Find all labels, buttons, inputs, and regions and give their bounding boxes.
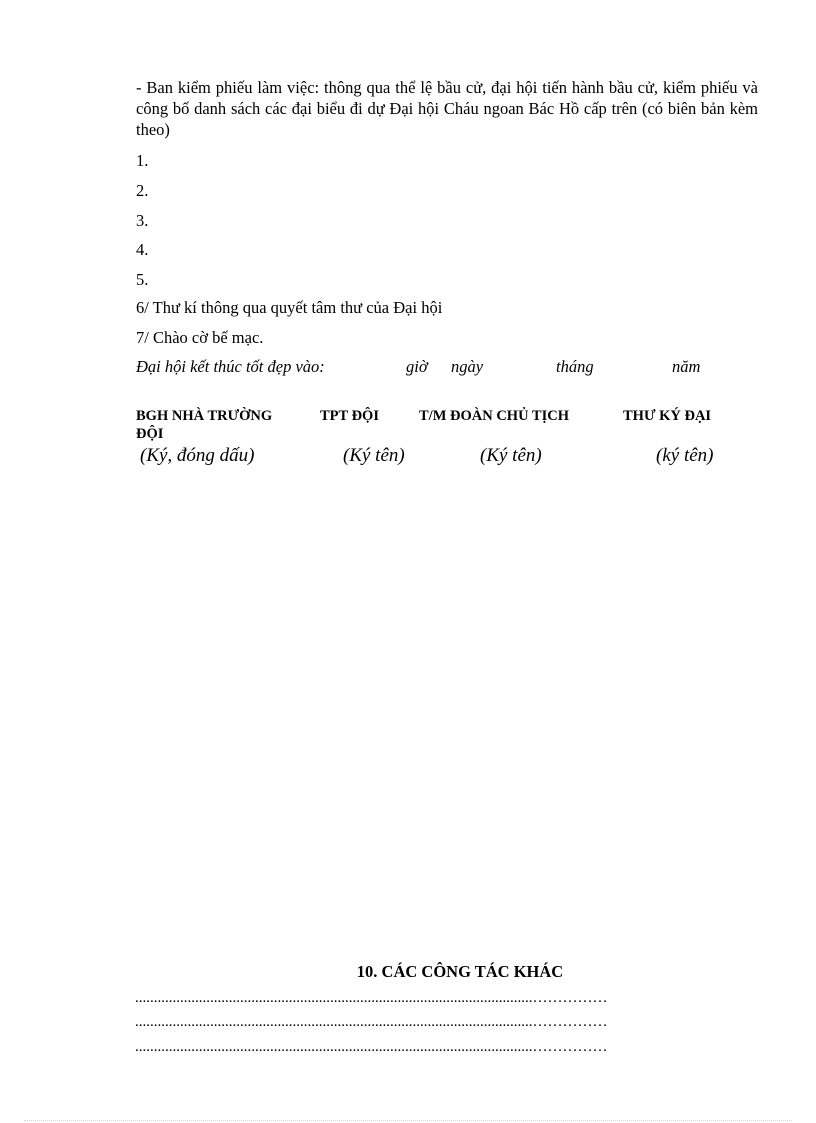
list-item-6: 6/ Thư kí thông qua quyết tâm thư của Đại hội: [136, 298, 443, 317]
section-10-heading: 10. CÁC CÔNG TÁC KHÁC: [356, 962, 564, 981]
dotted-line-1: ..........................................................................................................……………: [135, 990, 608, 1006]
tpt-title: TPT ĐỘI: [320, 408, 379, 424]
closing-year: năm: [672, 357, 701, 376]
closing-month: tháng: [556, 357, 594, 376]
closing-day: ngày: [451, 357, 484, 376]
dotted-line-3: ..........................................................................................................……………: [135, 1039, 608, 1055]
list-item-7: 7/ Chào cờ bế mạc.: [136, 328, 264, 347]
list-item-5: 5.: [136, 270, 149, 289]
list-item-3: 3.: [136, 211, 149, 230]
bgh-sign: (Ký, đóng dấu): [140, 445, 255, 466]
secretary-sign: (ký tên): [656, 445, 714, 466]
bgh-title: BGH NHÀ TRƯỜNG: [136, 408, 273, 424]
secretary-title-line1: THƯ KÝ ĐẠI: [623, 408, 712, 424]
chair-sign: (Ký tên): [480, 445, 542, 466]
tpt-sign: (Ký tên): [343, 445, 405, 466]
page-bottom-rule: [24, 1120, 792, 1121]
secretary-title-line2: ĐỘI: [136, 426, 164, 442]
list-item-4: 4.: [136, 240, 149, 259]
intro-paragraph: - Ban kiểm phiếu làm việc: thông qua thể lệ bầu cử, đại hội tiến hành bầu cử, kiểm phiếu và công bố danh sách các đại biểu đi dự Đại hội Cháu ngoan Bác Hồ cấp trên (có biên bản kèm theo): [136, 78, 758, 139]
list-item-2: 2.: [136, 181, 149, 200]
closing-hour: giờ: [406, 357, 428, 376]
chair-title: T/M ĐOÀN CHỦ TỊCH: [419, 408, 569, 424]
closing-prefix: Đại hội kết thúc tốt đẹp vào:: [136, 357, 325, 376]
dotted-line-2: ..........................................................................................................……………: [135, 1014, 608, 1030]
list-item-1: 1.: [136, 151, 149, 170]
